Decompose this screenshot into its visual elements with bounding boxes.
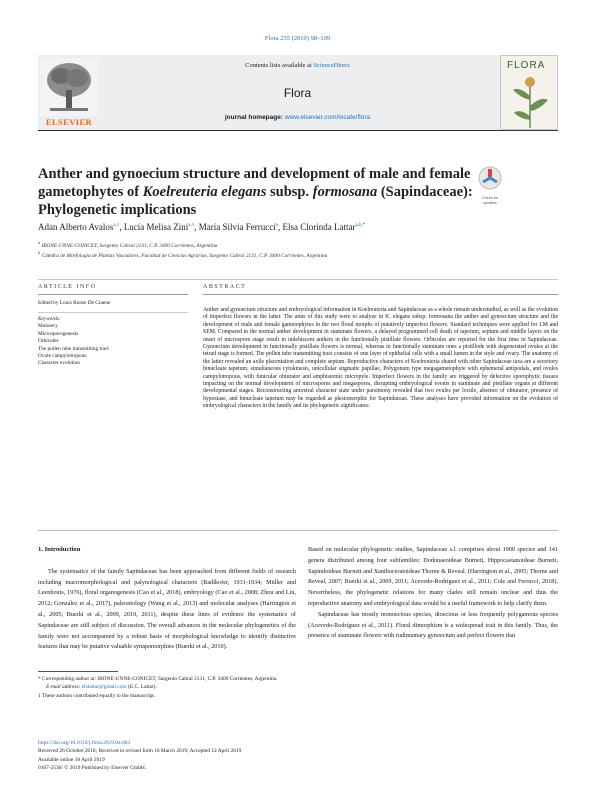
- intro-column-left: [38, 545, 296, 653]
- journal-cover: [500, 55, 558, 130]
- elsevier-tree-logo: [40, 58, 98, 126]
- homepage-link[interactable]: www.elsevier.com/locate/flora: [284, 114, 371, 121]
- doi-link[interactable]: https://doi.org/10.1016/j.flora.2019.04.003: [38, 740, 131, 746]
- crossmark-icon: [477, 165, 503, 191]
- contents-prefix: Contents lists available at: [245, 62, 312, 69]
- available-online: Available online 18 April 2019: [38, 756, 105, 763]
- journal-name: Flora: [283, 86, 312, 100]
- contents-line: [100, 62, 495, 69]
- author-list: Adan Alberto Avalos$^{a,1}$, Lucía Melisa Zini$^{a,1}$, María Silvia Ferrucci$^a$, Elsa Clorinda Lattar$^{a,b,*}$: [38, 222, 366, 232]
- email-link[interactable]: elslattar@gmail.com: [81, 684, 127, 691]
- article-info-rule: [38, 294, 188, 295]
- article-metadata: [38, 739, 558, 772]
- check-for-updates-badge[interactable]: [477, 165, 503, 203]
- keyword: Character evolution: [38, 360, 80, 367]
- footnote-rule: [38, 671, 118, 672]
- abstract-bottom-rule: [38, 530, 558, 531]
- keywords-rule: [38, 312, 188, 313]
- journal-homepage: [100, 114, 495, 121]
- copyright: 0367-2530/ © 2019 Published by Elsevier GmbH.: [38, 764, 147, 771]
- author-name[interactable]: Elsa Clorinda Lattar: [282, 222, 356, 232]
- author-name[interactable]: Lucía Melisa Zini: [123, 222, 189, 232]
- affiliation: $^b$ Cátedra de Morfología de Plantas Vasculares, Facultad de Ciencias Agrarias, Sargento Cabral 2131, C.P. 3400 Corrientes, Argentina: [38, 250, 328, 259]
- intro-paragraph: The systematics of the family Sapindaceae has been approached from different fields of research including macromorphological and palynological characters (Radlkofer, 1931-1934; Müller and Leenhouts, 1976), floral organogenesis (Cao et al., 2018), embryology (Cao et al., 2008; Zhou and Liu, 2012; González et al., 2017), paleontology (Wang et al., 2013) and molecular analyses (Harrington et al., 2005; Buerki et al., 2009, 2010, 2011), despite these lines of evidence the systematics of Sapindaceae are still subject of discussion. The overall advances in the molecular phylogenetics of the family were not accompanied by a robust basis of morphological knowledge to identify distinctive features that may be putative valuable synapomorphies (Buerki et al., 2010).: [38, 567, 296, 651]
- header-divider: [38, 130, 558, 131]
- affiliation-divider: [38, 279, 558, 280]
- keyword: The pollen tube transmitting tract: [38, 345, 109, 352]
- abstract-heading: ABSTRACT: [203, 284, 247, 290]
- author-name[interactable]: María Silvia Ferrucci: [198, 222, 276, 232]
- publisher-logo-text: ELSEVIER: [45, 117, 93, 127]
- intro-paragraph: Based on molecular phylogenetic studies, Sapindaceae s.l. comprises about 1900 species and 141 genera distributed among four subfamilies: Dodonaeoideae Burnett, Hippocastanoideae Burnett, Sapindoideae Burnett and Xanthoceratoideae Thorne & Reveal. (Harrington et al., 2005; Thorne and Reveal, 2007; Buerki et al., 2009, 2011; Acevedo-Rodríguez et al., 2011; Cole and Ferrucci, 2018). Nevertheless, the phylogenetic relations for many clades still remain unclear and thus the reproductive anatomy and embryological data would be a useful framework to help clarify them.: [308, 546, 558, 607]
- email-note: E-mail address: elslattar@gmail.com (E.C. Lattar).: [46, 684, 157, 691]
- edited-by: Edited by Louis Ronse De Craene: [38, 300, 111, 306]
- journal-citation[interactable]: Flora 255 (2019) 98–109: [264, 35, 331, 42]
- crossmark-line1: Check for: [481, 196, 499, 200]
- abstract-text: Anther and gynoecium structure and embryological information in Koelreuteria and Sapindaceae as a whole remain understudied, as well as the evolution of imperfect flowers in the latter. The aims of this study were to analyze in K. elegans subsp. formosana the anther and gynoecium structure and the development of male and female gametophytes in the two floral morphs of putatively imperfect flowers. Standard techniques were applied for LM and SEM. Compared to the normal anther development in staminate flowers, a delayed programmed cell death of tapetum, septum and middle layers on the onset of microspore stage result in indehiscent anthers in the functionally pistillate flowers. Orbicules are reported for the first time in Sapindaceae. Gynoecium development in functionally pistillate flowers is normal, whereas in functionally staminate ones a pistillode with degenerated ovules at the tetrad stage is formed. The pollen tube transmitting tract consists of one layer of epithelial cells with a small lumen in the style and ovary. The anatomy of the latter revealed an axile placentation and complete septum. Reproductive characters of Koelreuteria shared with other Sapindaceae taxa are a secretory binucleate tapetum, simultaneous cytokinesis, unicellular stigmatic papillae, Polygonum type megagametophyte with ephemeral antipodals, and ovules campylotropous, with funicular obturator and amphistomic micropyle. Imperfect flowers in the family are triggered by defective sporophytic tissues impacting on the normal development of microspores and megaspores, disrupting embryological events in staminate and pistillate organs at different developmental stages. Reconstructing ancestral character state under parsimony revealed that two ovules per locule, absence of obturator, presence of hypostase, and binucleate tapetum may be regarded as plesiomorphic for Sapindaceae. These analyses have provided information on the evolution of embryological characters in the family and its phylogenetic significance.: [203, 307, 558, 410]
- keywords-list: [38, 316, 188, 368]
- abstract-rule: [203, 294, 558, 295]
- sciencedirect-link[interactable]: ScienceDirect: [313, 62, 350, 69]
- equal-contribution-note: 1 These authors contributed equally to the manuscript.: [38, 692, 156, 699]
- article-title: Anther and gynoecium structure and development of male and female gametophytes of Koelreuteria elegans subsp. formosana (Sapindaceae): Phylogenetic implications: [38, 166, 473, 218]
- introduction-heading: 1. Introduction: [38, 546, 81, 553]
- keywords-label: Keywords:: [38, 316, 61, 322]
- received-dates: Received 26 October 2018; Received in revised form 16 March 2019; Accepted 12 April 2019: [38, 748, 242, 755]
- keyword: Microsporogenesis: [38, 330, 79, 337]
- intro-paragraph: Sapindaceae has mostly monoecious species, dioecious or less frequently polygamous species (Acevedo-Rodríguez et al., 2011). Floral dimorphism is a widespread trait in this family. Thus, the presence of staminate flowers with rudimentary gynoecium and perfect flowers that: [308, 610, 558, 640]
- intro-column-right: [308, 545, 558, 642]
- homepage-label: journal homepage:: [224, 114, 284, 121]
- cover-title: FLORA: [507, 60, 546, 71]
- keyword: Orbicules: [38, 338, 59, 345]
- affiliation: $^a$ IBONE-UNNE-CONICET, Sargento Cabral 2131, C.P. 3400 Corrientes, Argentina: [38, 240, 218, 249]
- keyword: Monoecy: [38, 323, 59, 330]
- keyword: Ovule campylotropous: [38, 353, 87, 360]
- corresponding-author-note: * Corresponding author at: IBONE-UNNE-CONICET, Sargento Cabral 2131, C.P. 3400 Corrientes, Argentina.: [38, 676, 278, 682]
- author-name[interactable]: Adan Alberto Avalos: [38, 222, 114, 232]
- crossmark-line2: updates: [483, 200, 497, 205]
- footnotes: [38, 675, 558, 700]
- article-info-heading: ARTICLE INFO: [38, 284, 97, 290]
